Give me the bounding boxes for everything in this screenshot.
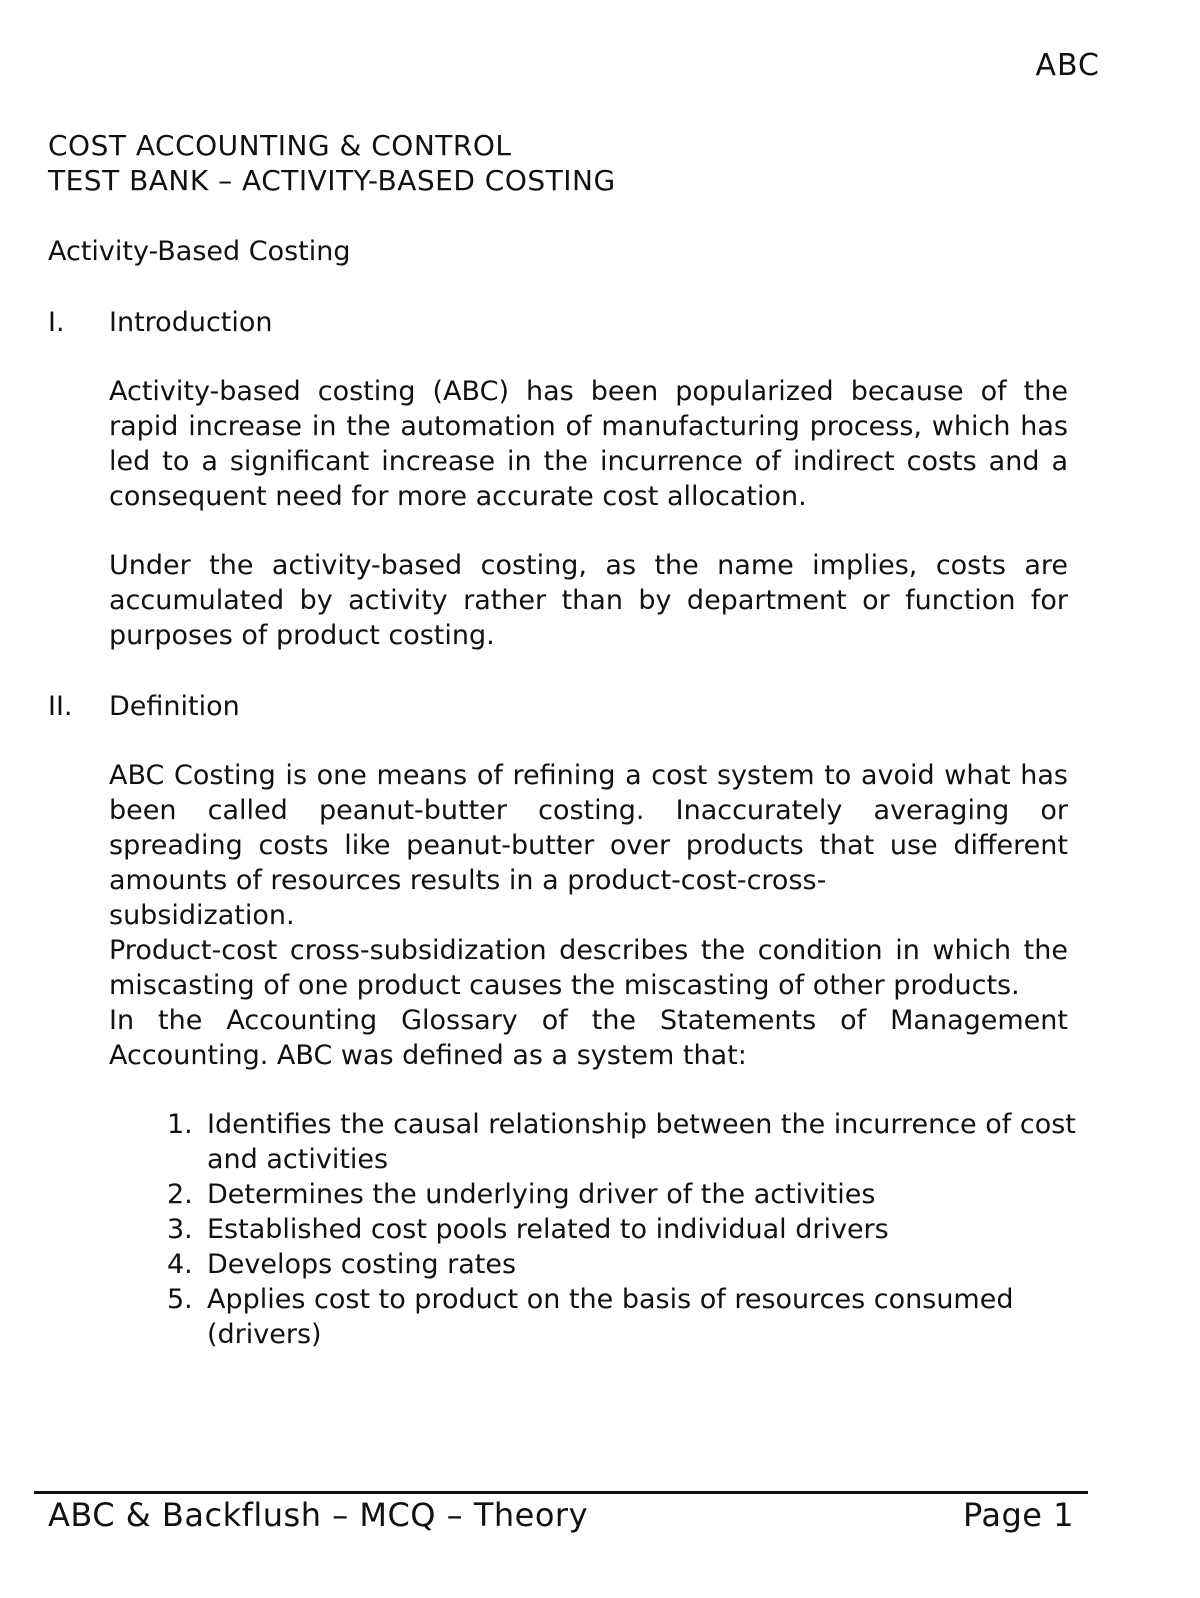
paragraph: Product-cost cross-subsidization describes the condition in which the miscasting of one product causes the miscasting of other products. — [109, 935, 1068, 1001]
list-number: 4. — [167, 1249, 193, 1280]
footer-title: ABC & Backflush – MCQ – Theory — [48, 1496, 589, 1534]
paragraph: Activity-based costing (ABC) has been popularized because of the rapid increase in the automation of manufacturing process, which has led to a significant increase in the incurrence of indirect costs and a consequent need for more accurate cost allocation. — [109, 376, 1068, 512]
list-item — [48, 1247, 1108, 1282]
list-item — [48, 1177, 1108, 1212]
document-body — [48, 128, 1076, 1352]
list-text: Determines the underlying driver of the activities — [207, 1179, 876, 1210]
list-item — [48, 1107, 1108, 1177]
list-item — [48, 1212, 1108, 1247]
paragraph: In the Accounting Glossary of the Statements of Management Accounting. ABC was defined as a system that: — [109, 1005, 1068, 1071]
title-line-1: COST ACCOUNTING & CONTROL — [48, 129, 512, 162]
section-title: Introduction — [109, 307, 273, 338]
list-text: Applies cost to product on the basis of resources consumed (drivers) — [207, 1284, 1014, 1350]
section-number: II. — [48, 691, 73, 722]
list-number: 2. — [167, 1179, 193, 1210]
paragraph: subsidization. — [109, 900, 295, 931]
section-number: I. — [48, 307, 65, 338]
section-heading-introduction — [48, 305, 1068, 340]
section-title: Definition — [109, 691, 240, 722]
header-tag: ABC — [1035, 48, 1100, 83]
subheading: Activity-Based Costing — [48, 236, 351, 267]
paragraph: Under the activity-based costing, as the name implies, costs are accumulated by activity rather than by department or function for purposes of product costing. — [109, 550, 1068, 651]
page-number: Page 1 — [963, 1496, 1074, 1534]
list-text: Develops costing rates — [207, 1249, 517, 1280]
footer-divider — [34, 1491, 1088, 1494]
list-number: 1. — [167, 1109, 193, 1140]
list-text: Established cost pools related to individual drivers — [207, 1214, 889, 1245]
definition-list — [48, 1107, 1108, 1352]
paragraph: ABC Costing is one means of refining a cost system to avoid what has been called peanut-butter costing. Inaccurately averaging or spreading costs like peanut-butter over products that use different amounts of resources results in a product-cost-cross- — [109, 760, 1068, 896]
title-line-2: TEST BANK – ACTIVITY-BASED COSTING — [48, 164, 616, 197]
list-text: Identifies the causal relationship between the incurrence of cost and activities — [207, 1109, 1076, 1175]
list-item — [48, 1282, 1108, 1352]
section-heading-definition — [48, 689, 1068, 724]
list-number: 3. — [167, 1214, 193, 1245]
list-number: 5. — [167, 1284, 193, 1315]
